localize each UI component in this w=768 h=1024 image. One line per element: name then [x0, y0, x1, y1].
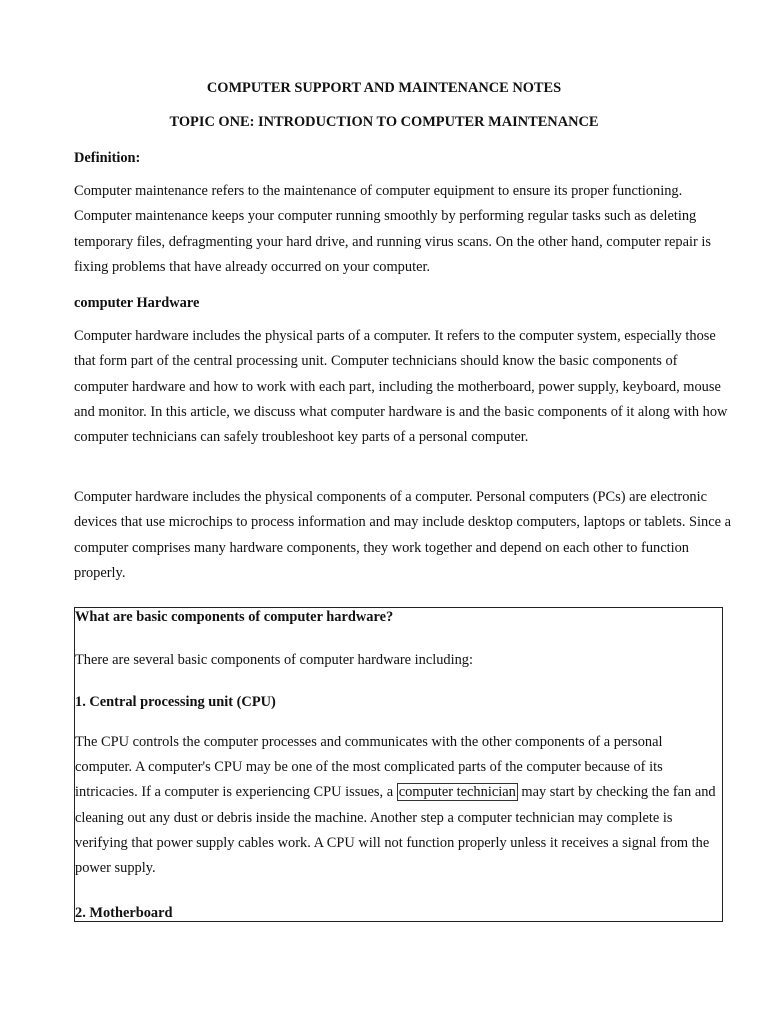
- hardware-paragraph-2: Computer hardware includes the physical components of a computer. Personal computers (PCs) are electronic devices that use microchips to process information and may include desktop computers, laptops or tablets. Since a computer comprises many hardware components, they work together and depend on each other to function properly.: [74, 489, 732, 581]
- components-box: [74, 607, 723, 922]
- computer-technician-link[interactable]: computer technician: [398, 784, 516, 801]
- components-question-heading: What are basic components of computer hardware?: [75, 609, 394, 625]
- definition-heading: Definition:: [74, 150, 141, 166]
- cpu-text-before: The CPU controls the computer processes and communicates with the other components of a personal computer. A computer's CPU may be one of the most complicated parts of the computer because of its intricacies. If a computer is experiencing CPU issues, a: [75, 734, 663, 801]
- hardware-paragraph-1: Computer hardware includes the physical parts of a computer. It refers to the computer system, especially those that form part of the central processing unit. Computer technicians should know the basic components of computer hardware and how to work with each part, including the motherboard, power supply, keyboard, mouse and monitor. In this article, we discuss what computer hardware is and the basic components of it along with how computer technicians can safely troubleshoot key parts of a personal computer.: [74, 328, 728, 446]
- cpu-text-after: may start by checking the fan and cleaning out any dust or debris inside the machine. Another step a computer technician may complete is verifying that power supply cables work. A CPU will not function properly unless it receives a signal from the power supply.: [75, 784, 716, 877]
- motherboard-heading: 2. Motherboard: [75, 905, 173, 921]
- cpu-heading: 1. Central processing unit (CPU): [75, 694, 276, 710]
- definition-paragraph: Computer maintenance refers to the maintenance of computer equipment to ensure its proper functioning. Computer maintenance keeps your computer running smoothly by performing regular tasks such as deleting temporary files, defragmenting your hard drive, and running virus scans. On the other hand, computer repair is fixing problems that have already occurred on your computer.: [74, 183, 711, 275]
- cpu-paragraph: [75, 730, 720, 881]
- document-title: COMPUTER SUPPORT AND MAINTENANCE NOTES: [206, 80, 562, 96]
- hardware-heading: computer Hardware: [74, 295, 200, 311]
- topic-title: TOPIC ONE: INTRODUCTION TO COMPUTER MAINTENANCE: [169, 114, 599, 130]
- components-intro: There are several basic components of computer hardware including:: [75, 652, 473, 668]
